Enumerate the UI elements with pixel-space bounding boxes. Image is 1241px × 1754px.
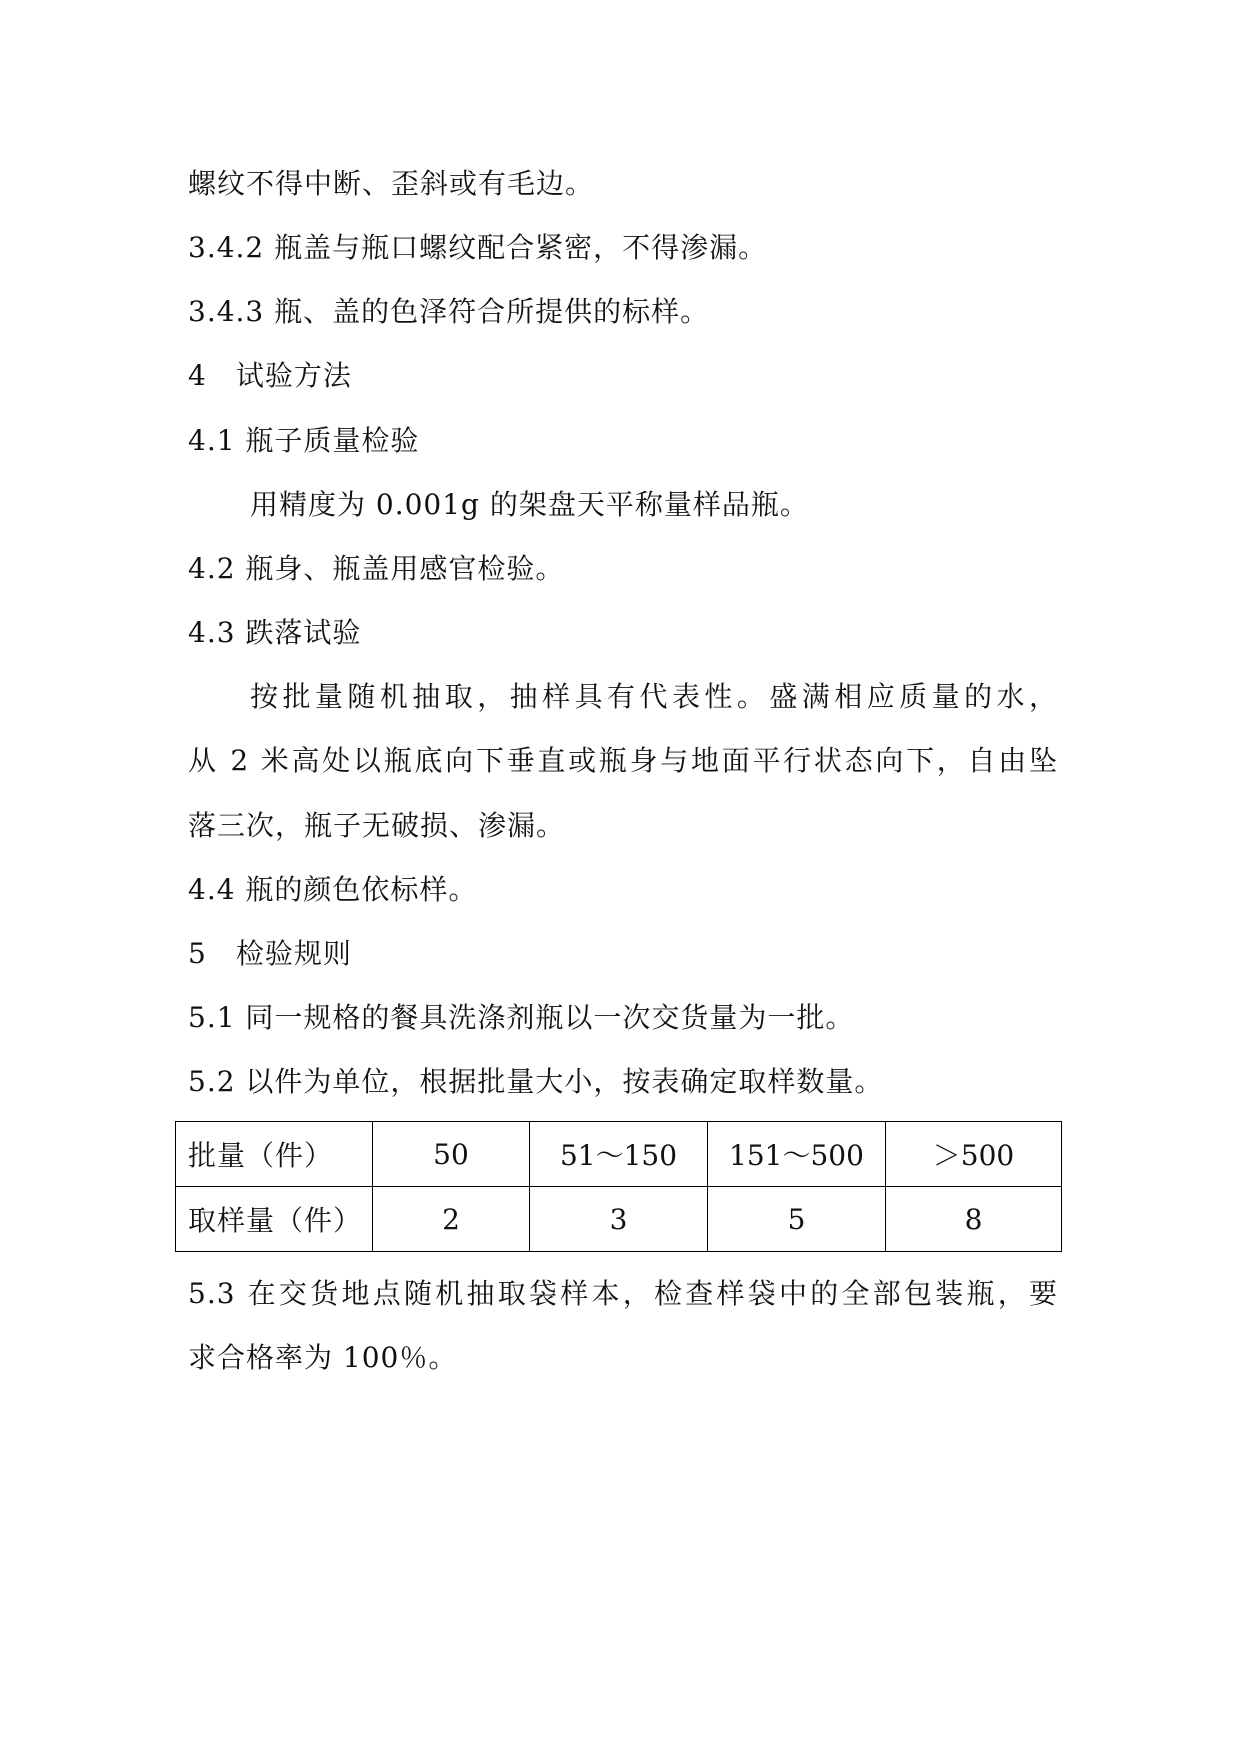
sampling-table (175, 1121, 1062, 1252)
clause-4-3-body-line-3: 落三次，瓶子无破损、渗漏。 (188, 809, 566, 842)
table-row (176, 1187, 1062, 1252)
table-row-header: 批量（件） (176, 1122, 373, 1187)
table-row (176, 1122, 1062, 1187)
clause-5-3-line-2: 求合格率为 100％。 (188, 1341, 458, 1374)
table-cell: 151～500 (708, 1122, 886, 1187)
table-row-header: 取样量（件） (176, 1187, 373, 1252)
text-line: 螺纹不得中断、歪斜或有毛边。 (188, 167, 595, 200)
clause-4-3-heading: 4.3 跌落试验 (188, 616, 362, 649)
clause-4-3-body-line-2: 从 2 米高处以瓶底向下垂直或瓶身与地面平行状态向下，自由坠 (188, 744, 1058, 777)
clause-5-3-line-1: 5.3 在交货地点随机抽取袋样本，检查样袋中的全部包装瓶，要 (188, 1277, 1058, 1310)
clause-4-4: 4.4 瓶的颜色依标样。 (188, 873, 478, 906)
section-5-heading: 5 检验规则 (188, 937, 352, 970)
table-cell: 5 (708, 1187, 886, 1252)
clause-4-1-heading: 4.1 瓶子质量检验 (188, 424, 420, 457)
table-cell: ＞500 (886, 1122, 1062, 1187)
section-4-heading: 4 试验方法 (188, 359, 352, 392)
table-cell: 8 (886, 1187, 1062, 1252)
table-cell: 50 (373, 1122, 530, 1187)
clause-4-3-body-line-1: 按批量随机抽取，抽样具有代表性。盛满相应质量的水， (250, 680, 1058, 713)
clause-3-4-2: 3.4.2 瓶盖与瓶口螺纹配合紧密，不得渗漏。 (188, 231, 768, 264)
clause-3-4-3: 3.4.3 瓶、盖的色泽符合所提供的标样。 (188, 295, 710, 328)
clause-4-2: 4.2 瓶身、瓶盖用感官检验。 (188, 552, 565, 585)
table-cell: 3 (530, 1187, 708, 1252)
table-cell: 51～150 (530, 1122, 708, 1187)
clause-5-1: 5.1 同一规格的餐具洗涤剂瓶以一次交货量为一批。 (188, 1001, 855, 1034)
clause-5-2: 5.2 以件为单位，根据批量大小，按表确定取样数量。 (188, 1065, 884, 1098)
clause-4-1-body: 用精度为 0.001g 的架盘天平称量样品瓶。 (250, 488, 809, 521)
table-cell: 2 (373, 1187, 530, 1252)
